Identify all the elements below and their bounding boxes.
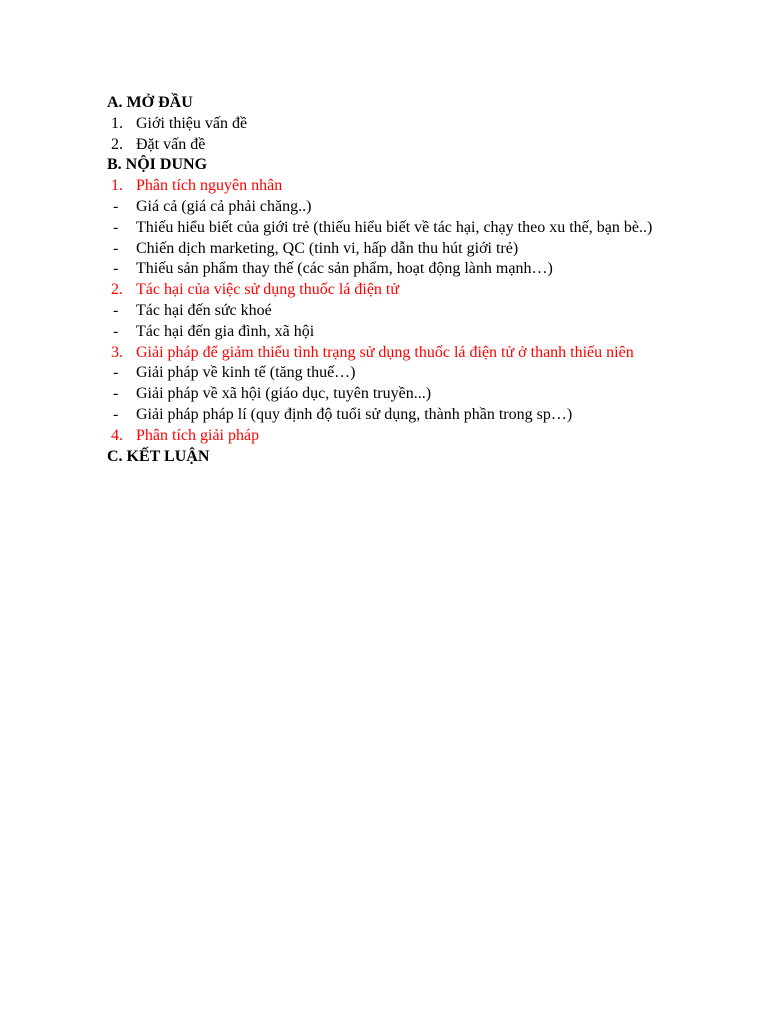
subsection-2-heading <box>107 280 677 301</box>
bullet-text: Giá cả (giá cả phải chăng..) <box>136 197 312 215</box>
list-number: 2. <box>111 281 123 299</box>
section-b-heading: B. NỘI DUNG <box>107 156 208 174</box>
bullet-item <box>107 197 677 218</box>
list-number: 3. <box>111 343 123 361</box>
dash-marker: - <box>113 322 119 340</box>
subsection-title: Giải pháp để giảm thiểu tình trạng sử dụng thuốc lá điện tử ở thanh thiếu niên <box>136 343 634 361</box>
list-number: 1. <box>111 177 123 195</box>
dash-marker: - <box>113 218 119 236</box>
section-a-item-2 <box>107 135 677 156</box>
dash-marker: - <box>113 364 119 382</box>
bullet-item <box>107 259 677 280</box>
dash-marker: - <box>113 260 119 278</box>
bullet-item <box>107 301 677 322</box>
bullet-text: Chiến dịch marketing, QC (tinh vi, hấp dẫn thu hút giới trẻ) <box>136 239 519 257</box>
bullet-text: Tác hại đến gia đình, xã hội <box>136 322 315 340</box>
subsection-title: Tác hại của việc sử dụng thuốc lá điện tử <box>136 281 400 299</box>
dash-marker: - <box>113 385 119 403</box>
bullet-text: Thiếu sản phẩm thay thế (các sản phẩm, hoạt động lành mạnh…) <box>136 260 553 278</box>
bullet-item <box>107 218 677 239</box>
bullet-item <box>107 363 677 384</box>
bullet-text: Giải pháp về xã hội (giáo dục, tuyên truyền...) <box>136 385 432 403</box>
dash-marker: - <box>113 197 119 215</box>
dash-marker: - <box>113 239 119 257</box>
bullet-item <box>107 405 677 426</box>
dash-marker: - <box>113 405 119 423</box>
subsection-title: Phân tích giải pháp <box>136 426 260 444</box>
section-a-item-1 <box>107 114 677 135</box>
subsection-title: Phân tích nguyên nhân <box>136 177 283 195</box>
subsection-1-heading <box>107 176 677 197</box>
bullet-text: Tác hại đến sức khoé <box>136 301 272 319</box>
list-item-text: Giới thiệu vấn đề <box>136 114 248 132</box>
document-page <box>107 93 677 467</box>
bullet-item <box>107 322 677 343</box>
bullet-item <box>107 239 677 260</box>
subsection-3-heading <box>107 343 677 364</box>
bullet-text: Thiếu hiểu biết của giới trẻ (thiếu hiểu biết về tác hại, chạy theo xu thế, bạn bè..) <box>136 218 653 236</box>
bullet-item <box>107 384 677 405</box>
dash-marker: - <box>113 301 119 319</box>
list-item-text: Đặt vấn đề <box>136 135 206 153</box>
subsection-4-heading <box>107 426 677 447</box>
list-number: 1. <box>111 114 123 132</box>
list-number: 2. <box>111 135 123 153</box>
list-number: 4. <box>111 426 123 444</box>
section-c-heading: C. KẾT LUẬN <box>107 447 210 465</box>
bullet-text: Giải pháp pháp lí (quy định độ tuổi sử dụng, thành phần trong sp…) <box>136 405 573 423</box>
bullet-text: Giải pháp về kinh tế (tăng thuế…) <box>136 364 356 382</box>
section-a-heading: A. MỞ ĐẦU <box>107 94 193 111</box>
